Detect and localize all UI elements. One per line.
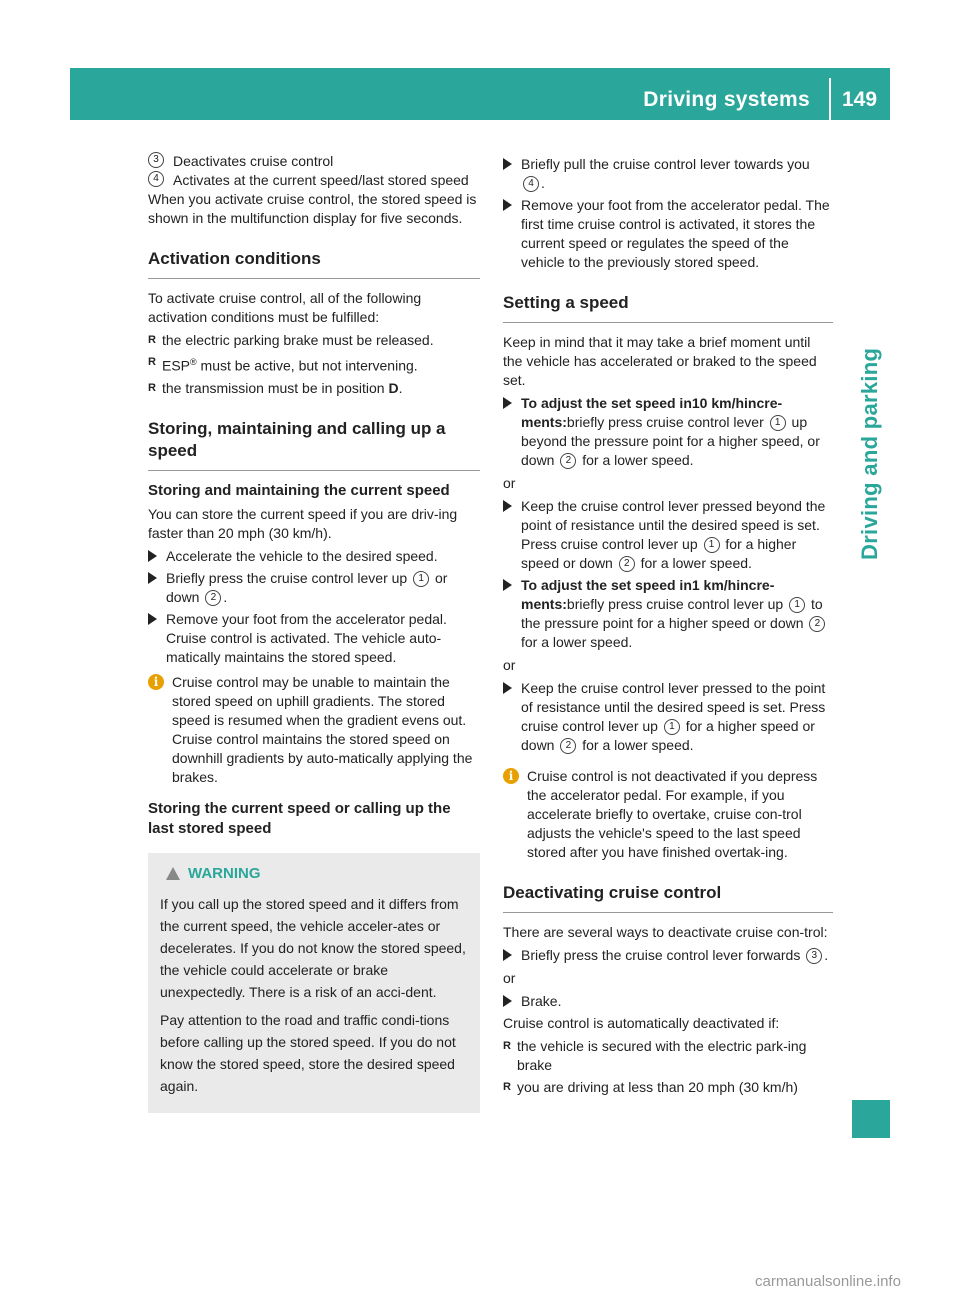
step-arrow-icon <box>503 682 512 694</box>
step-arrow-icon <box>148 572 157 584</box>
legend-text: Deactivates cruise control <box>173 153 334 169</box>
or-text: or <box>503 970 516 986</box>
step-arrow-icon <box>503 199 512 211</box>
registered-mark: ® <box>190 357 197 367</box>
step <box>503 394 833 470</box>
text: or down <box>166 569 448 605</box>
step <box>503 576 833 652</box>
text: Cruise control is not deactivated if you depress the accelerator pedal. For example, if you accelerate briefly to overtake, cruise con-trol adjusts the vehicle's speed to the last speed stored after you have finished overtak-ing. <box>527 768 818 860</box>
info-note <box>148 673 480 787</box>
side-tab-marker <box>852 1100 890 1138</box>
step-arrow-icon <box>503 995 512 1007</box>
text: Briefly pull the cruise control lever towards you <box>521 156 810 172</box>
paragraph: Keep in mind that it may take a brief moment until the vehicle has accelerated or braked to the speed set. <box>503 334 817 388</box>
step <box>503 946 833 965</box>
marker-1-icon: 1 <box>770 415 786 431</box>
text: Brake. <box>521 993 562 1009</box>
marker-1-icon: 1 <box>664 719 680 735</box>
step <box>503 992 833 1011</box>
text: Cruise control may be unable to maintain the stored speed on uphill gradients. The stored speed is resumed when the gradient evens out. Cruise control maintains the stored speed on downhill gradients by auto-matically applying the brakes. <box>172 673 473 785</box>
text: to the pressure point for a higher speed or down <box>521 596 823 631</box>
text: . <box>223 588 228 605</box>
text: for a lower speed. <box>578 452 694 468</box>
text: for a lower speed. <box>636 555 752 571</box>
step-arrow-icon <box>503 579 512 591</box>
marker-3-icon: 3 <box>148 152 164 168</box>
text: must be active, but not intervening. <box>196 357 418 374</box>
marker-2-icon: 2 <box>809 616 825 632</box>
step <box>503 679 833 755</box>
list-item <box>148 353 480 376</box>
list-item: R you are driving at less than 20 mph (30 km/h) <box>503 1078 833 1097</box>
heading-setting: Setting a speed <box>503 292 833 323</box>
text: for a lower speed. <box>578 737 694 753</box>
text: . <box>398 379 403 396</box>
subheading-store-current: Storing and maintaining the current speed <box>148 481 450 499</box>
header-divider <box>829 78 831 120</box>
paragraph: There are several ways to deactivate cruise con-trol: <box>503 924 828 940</box>
text: for a higher speed or down <box>521 718 815 753</box>
step <box>503 155 833 193</box>
list-item <box>148 379 480 398</box>
step-arrow-icon <box>503 158 512 170</box>
left-column <box>148 152 480 1113</box>
step-arrow-icon <box>148 613 157 625</box>
side-tab-title: Driving and parking <box>857 347 882 560</box>
text: for a higher speed or down <box>521 536 797 571</box>
right-column <box>503 152 833 1100</box>
page-header <box>70 68 890 120</box>
text-bold: To adjust the set speed in1 km/hincre-ments: <box>521 577 775 612</box>
marker-3-icon: 3 <box>806 948 822 964</box>
step-arrow-icon <box>503 500 512 512</box>
warning-box <box>148 853 480 1113</box>
text: up beyond the pressure point for a higher speed, or down <box>521 414 820 468</box>
legend-item-3 <box>148 152 480 171</box>
text: . <box>541 175 545 191</box>
paragraph: To activate cruise control, all of the following activation conditions must be fulfilled: <box>148 290 422 325</box>
heading-deactivating: Deactivating cruise control <box>503 882 833 913</box>
marker-1-icon: 1 <box>704 537 720 553</box>
heading-activation: Activation conditions <box>148 248 480 279</box>
text: Remove your foot from the accelerator pedal. The first time cruise control is activated, it stores the current speed or regulates the speed of the vehicle to the previously stored speed. <box>521 197 830 270</box>
marker-2-icon: 2 <box>619 556 635 572</box>
step <box>148 547 480 566</box>
info-note <box>503 767 833 862</box>
text: briefly press cruise control lever up <box>566 596 788 612</box>
text: the transmission must be in position <box>162 379 389 396</box>
section-title: Driving systems <box>643 88 810 111</box>
text: Briefly press the cruise control lever forwards <box>521 947 805 963</box>
step <box>503 196 833 272</box>
paragraph: When you activate cruise control, the stored speed is shown in the multifunction display for five seconds. <box>148 191 477 226</box>
list-item: R the electric parking brake must be released. <box>148 331 480 350</box>
warning-text: Pay attention to the road and traffic condi-tions before calling up the stored speed. If you do not know the stored speed, store the desired speed again. <box>160 1011 456 1094</box>
info-icon: i <box>503 768 519 784</box>
subheading-store-last: Storing the current speed or calling up the last stored speed <box>148 799 451 837</box>
text: ESP <box>162 357 191 374</box>
text-bold: D <box>388 379 399 396</box>
paragraph: You can store the current speed if you are driv-ing faster than 20 mph (30 km/h). <box>148 505 458 541</box>
watermark: carmanualsonline.info <box>755 1273 901 1290</box>
marker-1-icon: 1 <box>789 597 805 613</box>
marker-1-icon: 1 <box>413 571 429 587</box>
heading-storing: Storing, maintaining and calling up a speed <box>148 418 480 471</box>
text: Keep the cruise control lever pressed beyond the point of resistance until the desired speed is set. Press cruise control lever up <box>521 498 826 552</box>
step <box>148 610 480 667</box>
or-text: or <box>503 475 516 491</box>
text: Keep the cruise control lever pressed to the point of resistance until the desired speed is set. Press cruise control lever up <box>521 680 826 734</box>
text: Briefly press the cruise control lever up <box>166 569 412 586</box>
text: briefly press cruise control lever <box>566 414 768 430</box>
or-text: or <box>503 657 516 673</box>
marker-4-icon: 4 <box>523 176 539 192</box>
legend-item-4 <box>148 171 480 190</box>
text: Remove your foot from the accelerator pedal. Cruise control is activated. The vehicle auto-matically maintains the stored speed. <box>166 610 447 665</box>
warning-text: If you call up the stored speed and it differs from the current speed, the vehicle acceler-ates or decelerates. If you do not know the stored speed, the vehicle could accelerate or brake unexpectedly. There is a risk of an acci-dent. <box>160 895 466 1000</box>
marker-2-icon: 2 <box>560 738 576 754</box>
marker-2-icon: 2 <box>560 453 576 469</box>
step-arrow-icon <box>503 949 512 961</box>
text: for a lower speed. <box>521 634 633 650</box>
step <box>148 569 480 607</box>
step-arrow-icon <box>148 550 157 562</box>
step-arrow-icon <box>503 397 512 409</box>
list-item: R the vehicle is secured with the electric park-ing brake <box>503 1037 833 1075</box>
text: Accelerate the vehicle to the desired speed. <box>166 547 438 564</box>
info-icon: i <box>148 674 164 690</box>
legend-text: Activates at the current speed/last stored speed <box>173 172 469 188</box>
warning-triangle-icon <box>166 867 180 880</box>
page-number: 149 <box>842 88 878 111</box>
warning-header <box>160 863 468 885</box>
step <box>503 497 833 573</box>
paragraph: Cruise control is automatically deactivated if: <box>503 1015 780 1031</box>
text-bold: To adjust the set speed in10 km/hincre-ments: <box>521 395 783 430</box>
marker-4-icon: 4 <box>148 171 164 187</box>
warning-title: WARNING <box>188 864 261 882</box>
text: . <box>824 947 829 963</box>
marker-2-icon: 2 <box>205 590 221 606</box>
